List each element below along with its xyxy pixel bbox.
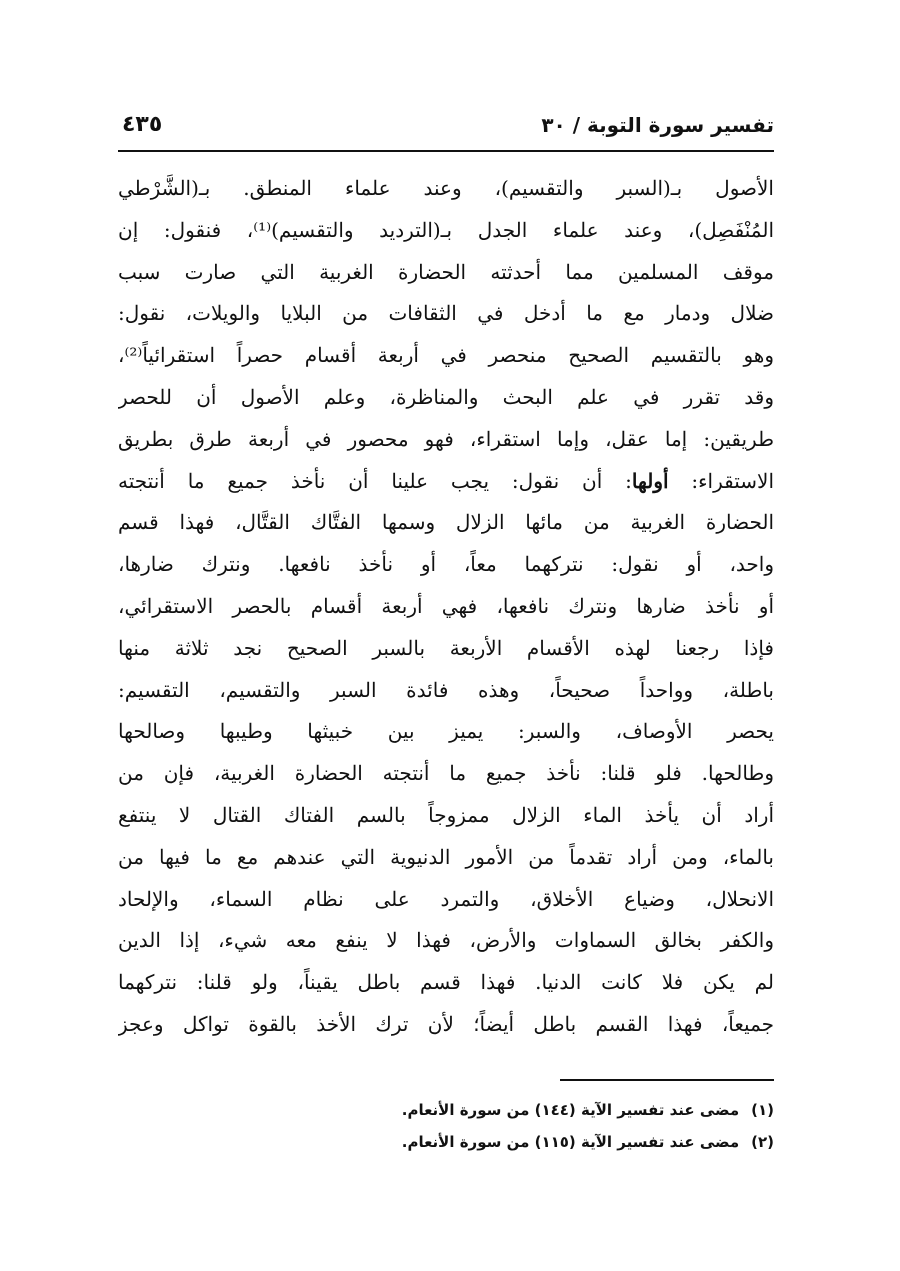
header-rule bbox=[118, 150, 774, 152]
text-line: باطلة، وواحداً صحيحاً، وهذه فائدة السبر والتقسيم، التقسيم: bbox=[118, 677, 774, 702]
text-line: وقد تقرر في علم البحث والمناظرة، وعلم الأصول أن للحصر bbox=[118, 384, 774, 409]
body-text bbox=[118, 168, 774, 1046]
bold-text-run: أولها bbox=[631, 468, 669, 493]
text-run: : أن نقول: يجب علينا أن نأخذ جميع ما أنتجته bbox=[118, 468, 632, 493]
page-header bbox=[118, 110, 774, 146]
footnote-text: مضى عند تفسير الآية (١٤٤) من سورة الأنعام. bbox=[401, 1101, 740, 1119]
text-line: الانحلال، وضياع الأخلاق، والتمرد على نظام السماء، والإلحاد bbox=[118, 886, 774, 911]
text-line: وطالحها. فلو قلنا: نأخذ جميع ما أنتجته الحضارة الغربية، فإن من bbox=[118, 761, 774, 786]
footnote-2 bbox=[126, 1126, 774, 1158]
running-title: تفسير سورة التوبة / ٣٠ bbox=[541, 113, 774, 137]
text-line: موقف المسلمين مما أحدثته الحضارة الغربية التي صارت سبب bbox=[118, 259, 774, 284]
text-line: المُنْفَصِل)، وعند علماء الجدل بـ(الترديد والتقسيم)⁽¹⁾، فنقول: إن bbox=[118, 217, 774, 242]
footnotes bbox=[126, 1094, 774, 1158]
text-line: أو نأخذ ضارها ونترك نافعها، فهي أربعة أقسام بالحصر الاستقرائي، bbox=[118, 593, 774, 618]
text-line: لم يكن فلا كانت الدنيا. فهذا قسم باطل يقيناً، ولو قلنا: نتركهما bbox=[118, 970, 774, 995]
text-run: الاستقراء: bbox=[668, 468, 774, 493]
footnote-number: (٢) bbox=[751, 1133, 774, 1151]
page-number: ٤٣٥ bbox=[122, 112, 163, 137]
text-line: واحد، أو نقول: نتركهما معاً، أو نأخذ نافعها. ونترك ضارها، bbox=[118, 552, 774, 577]
footnote-text: مضى عند تفسير الآية (١١٥) من سورة الأنعام. bbox=[401, 1133, 740, 1151]
text-line: الحضارة الغربية من مائها الزلال وسمها الفتَّاك القتَّال، فهذا قسم bbox=[118, 510, 774, 535]
text-line: يحصر الأوصاف، والسبر: يميز بين خبيثها وطيبها وصالحها bbox=[118, 719, 774, 744]
text-line: فإذا رجعنا لهذه الأقسام الأربعة بالسبر الصحيح نجد ثلاثة منها bbox=[118, 635, 774, 660]
footnote-1 bbox=[126, 1094, 774, 1126]
text-line: أراد أن يأخذ الماء الزلال ممزوجاً بالسم الفتاك القتال لا ينتفع bbox=[118, 802, 774, 827]
text-line: ضلال ودمار مع ما أدخل في الثقافات من البلايا والويلات، نقول: bbox=[118, 301, 774, 326]
text-line: وهو بالتقسيم الصحيح منحصر في أربعة أقسام حصراً استقرائياً⁽²⁾، bbox=[118, 343, 774, 368]
footnote-separator bbox=[560, 1079, 774, 1081]
text-line-with-bold bbox=[118, 461, 774, 503]
text-line: طريقين: إما عقل، وإما استقراء، فهو محصور في أربعة طرق بطريق bbox=[118, 426, 774, 451]
text-line: جميعاً، فهذا القسم باطل أيضاً؛ لأن ترك الأخذ بالقوة تواكل وعجز bbox=[118, 1011, 774, 1036]
text-line: بالماء، ومن أراد تقدماً من الأمور الدنيوية التي عندهم مع ما فيها من bbox=[118, 844, 774, 869]
text-line: والكفر بخالق السماوات والأرض، فهذا لا ينفع معه شيء، إذا الدين bbox=[118, 928, 774, 953]
text-line: الأصول بـ(السبر والتقسيم)، وعند علماء المنطق. بـ(الشَّرْطي bbox=[118, 176, 774, 200]
footnote-number: (١) bbox=[751, 1101, 774, 1119]
